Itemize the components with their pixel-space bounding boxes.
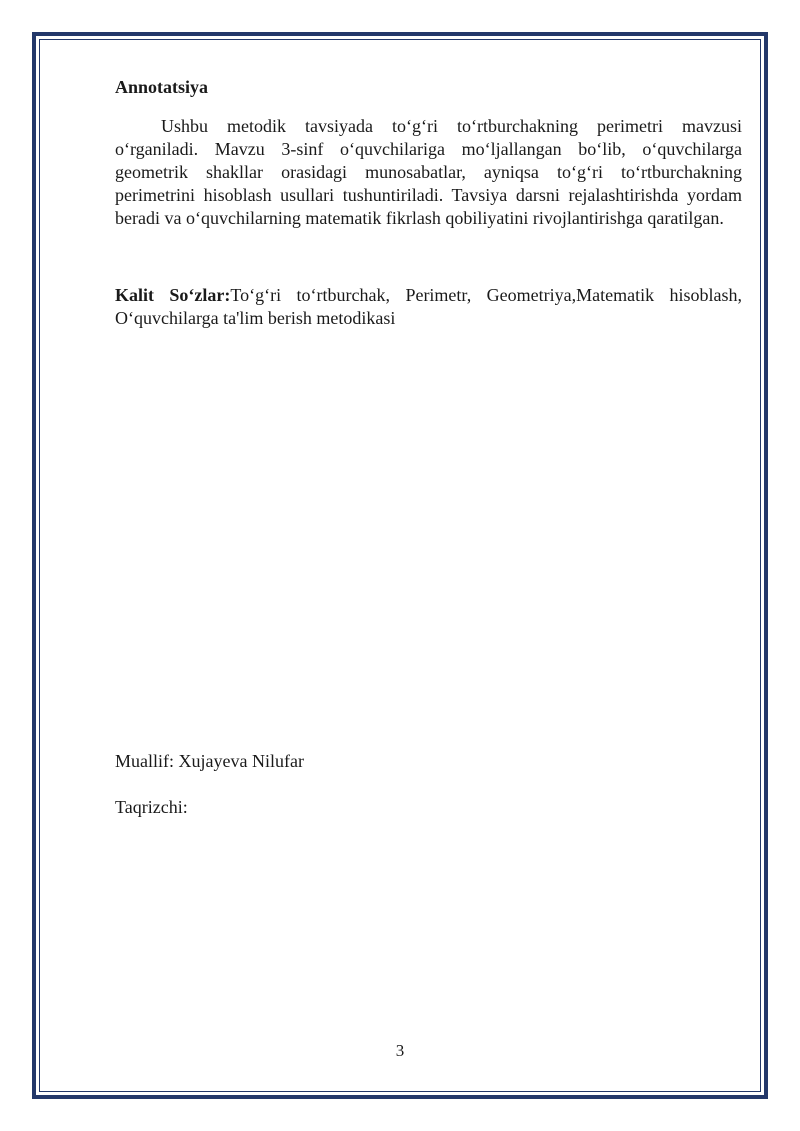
keywords-paragraph <box>115 284 742 330</box>
page-number: 3 <box>395 1041 405 1060</box>
annotation-text: Ushbu metodik tavsiyada to‘g‘ri to‘rtburchakning perimetri mavzusi o‘rganiladi. Mavzu 3-sinf o‘quvchilariga mo‘ljallangan bo‘lib, o‘quvchilarga geometrik shakllar orasidagi munosabatlar, ayniqsa to‘g‘ri to‘rtburchakning perimetrini hisoblash usullari tushuntiriladi. Tavsiya darsni rejalashtirishda yordam beradi va o‘quvchilarning matematik fikrlash qobiliyatini rivojlantirishga qaratilgan. <box>115 116 742 228</box>
keywords-text: To‘g‘ri to‘rtburchak, Perimetr, Geometriya,Matematik hisoblash, O‘quvchilarga ta'lim berish metodikasi <box>115 285 742 328</box>
keywords-label: Kalit So‘zlar: <box>115 285 231 305</box>
author-line: Muallif: Xujayeva Nilufar <box>115 751 304 771</box>
annotation-heading: Annotatsiya <box>115 77 209 97</box>
reviewer-line: Taqrizchi: <box>115 797 188 817</box>
